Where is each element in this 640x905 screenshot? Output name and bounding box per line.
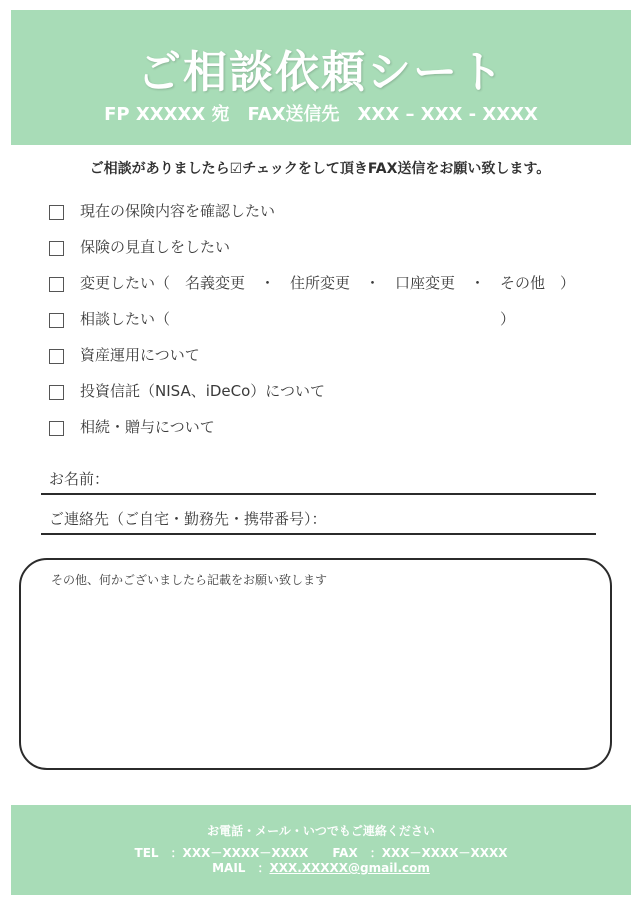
- contact-label: ご連絡先（ご自宅・勤務先・携帯番号）：: [49, 510, 327, 528]
- consultation-checklist: [49, 198, 609, 450]
- footer-banner: [11, 805, 631, 895]
- checklist-item[interactable]: [49, 378, 609, 414]
- notes-label: その他、何かございましたら記載をお願い致します: [51, 573, 328, 587]
- instruction-text: ご相談がありましたら☑チェックをして頂きFAX送信をお願い致します。: [89, 161, 551, 177]
- checklist-item[interactable]: [49, 306, 609, 342]
- checklist-label: 変更したい（ 名義変更 ・ 住所変更 ・ 口座変更 ・ その他 ）: [80, 274, 576, 292]
- checkbox[interactable]: [49, 313, 64, 328]
- checklist-item[interactable]: [49, 234, 609, 270]
- name-field[interactable]: [41, 463, 596, 495]
- checkbox[interactable]: [49, 421, 64, 436]
- notes-box[interactable]: [19, 558, 612, 770]
- footer-tel-fax: TEL ：XXX－XXXX－XXXX FAX ：XXX－XXXX－XXXX: [134, 846, 508, 860]
- mail-label: MAIL ：: [212, 861, 270, 875]
- checklist-label: 相談したい（ ）: [80, 310, 516, 328]
- checklist-item[interactable]: [49, 342, 609, 378]
- checkbox[interactable]: [49, 277, 64, 292]
- contact-field[interactable]: [41, 503, 596, 535]
- checklist-item[interactable]: [49, 414, 609, 450]
- checklist-label: 現在の保険内容を確認したい: [80, 202, 276, 220]
- checklist-label: 投資信託（NISA、iDeCo）について: [80, 382, 326, 400]
- name-label: お名前：: [49, 470, 110, 488]
- page-title: ご相談依頼シート: [137, 47, 505, 98]
- checklist-item[interactable]: [49, 198, 609, 234]
- footer-tagline: お電話・メール・いつでもご連絡ください: [207, 824, 435, 838]
- footer-mail: [11, 859, 631, 876]
- checklist-item[interactable]: [49, 270, 609, 306]
- checkbox[interactable]: [49, 205, 64, 220]
- mail-link[interactable]: XXX.XXXXX@gmail.com: [269, 861, 430, 875]
- checklist-label: 相続・贈与について: [80, 418, 215, 436]
- header-banner: [11, 10, 631, 145]
- checkbox[interactable]: [49, 241, 64, 256]
- checkbox[interactable]: [49, 385, 64, 400]
- checklist-label: 保険の見直しをしたい: [80, 238, 231, 256]
- fax-destination: FP XXXXX 宛 FAX送信先 XXX – XXX - XXXX: [104, 104, 538, 125]
- checkbox[interactable]: [49, 349, 64, 364]
- checklist-label: 資産運用について: [80, 346, 200, 364]
